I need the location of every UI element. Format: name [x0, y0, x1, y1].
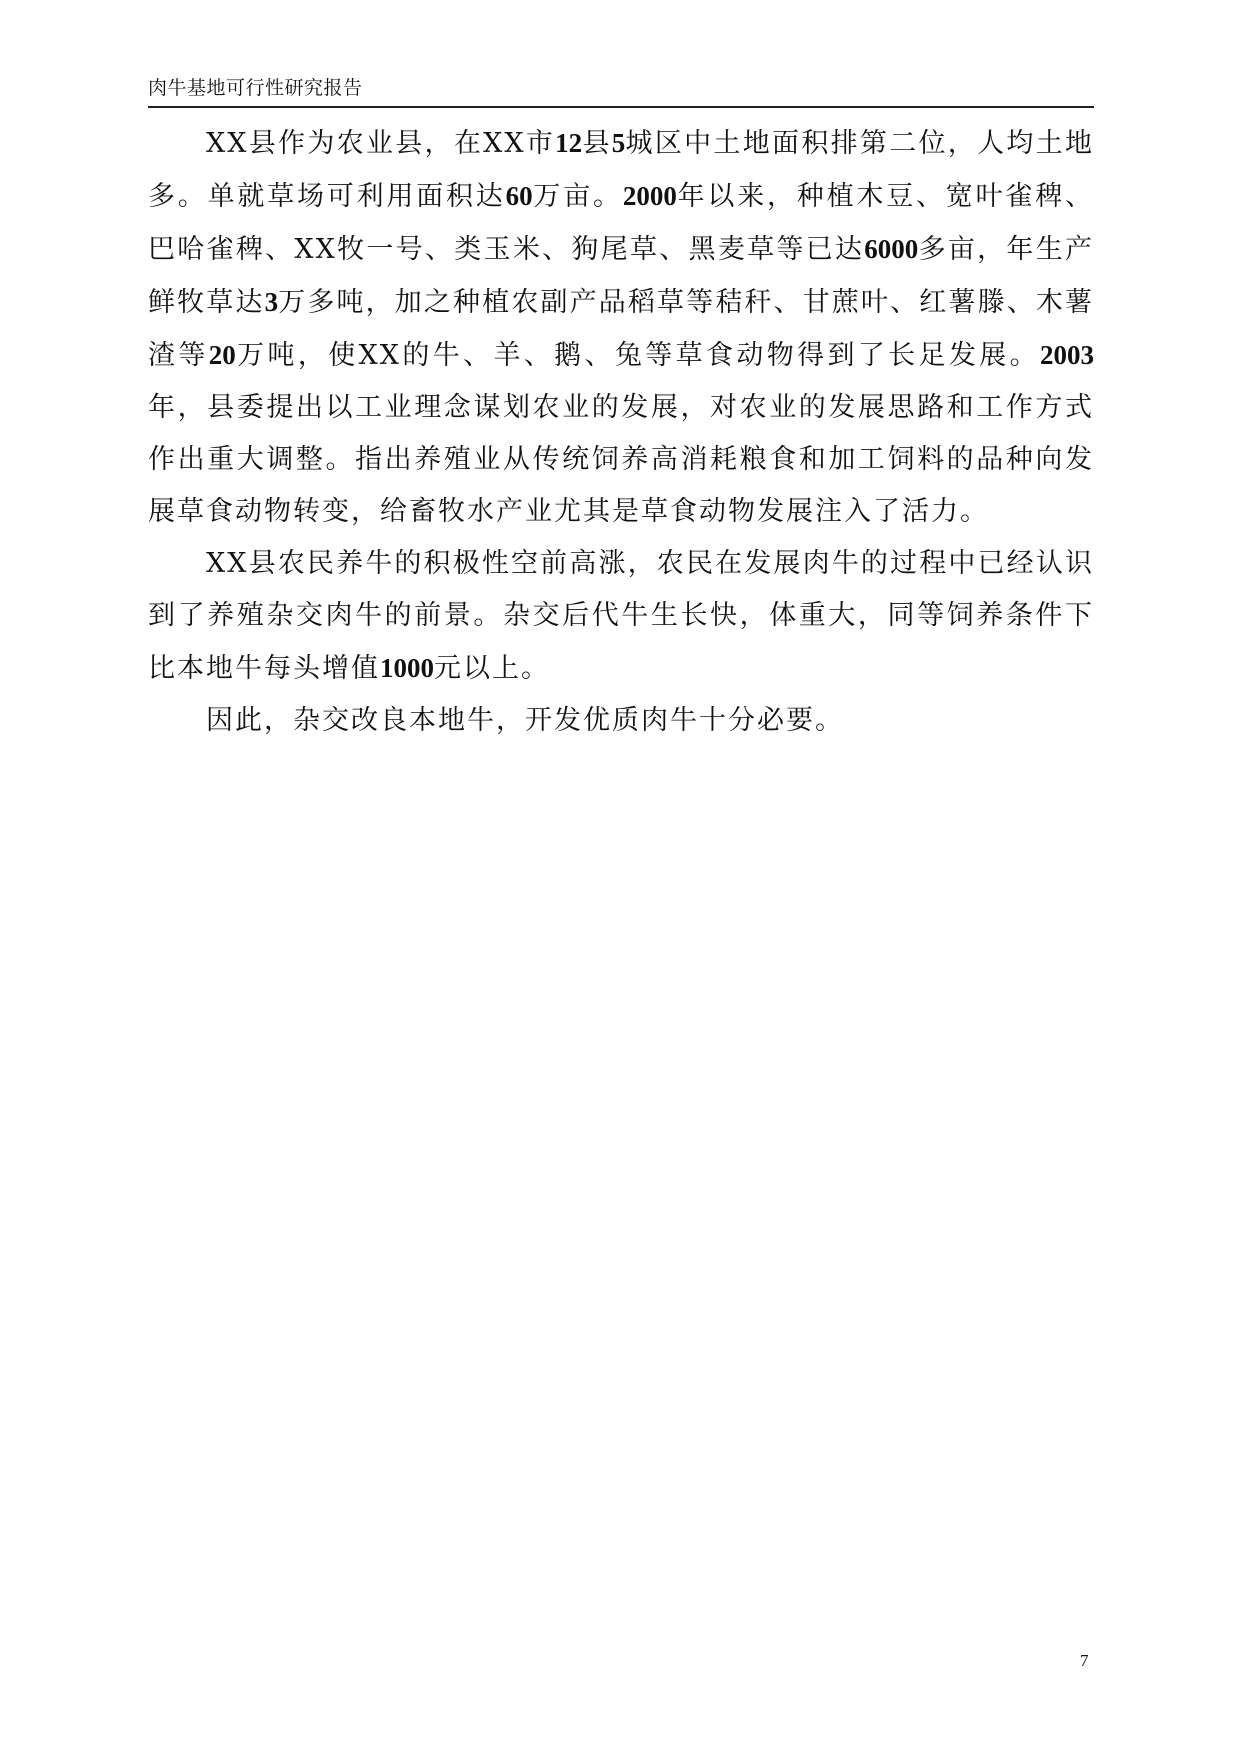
page-number: 7 [1080, 1651, 1089, 1670]
text-segment: 年，县委提出以工业理念谋划农业的发展，对农业的发展思路和工作方式作出重大调整。指出养殖业从传统饲养高消耗粮食和加工饲料的品种向发展草食动物转变，给畜牧水产业尤其是草食动物发展注入了活力。 [148, 392, 1094, 527]
body-text [148, 117, 1094, 747]
bold-number: 3 [264, 287, 279, 317]
page-header [148, 72, 1094, 108]
text-segment: 因此，杂交改良本地牛，开发优质肉牛十分必要。 [206, 705, 844, 736]
text-segment: 县 [582, 128, 612, 159]
text-segment: XX县农民养牛的积极性空前高涨，农民在发展肉牛的过程中已经认识到了养殖杂交肉牛的前景。杂交后代牛生长快，体重大，同等饲养条件下比本地牛每头增值 [148, 548, 1094, 684]
bold-number: 6000 [864, 234, 919, 264]
text-segment: 万吨，使XX的牛、羊、鹅、兔等草食动物得到了长足发展。 [235, 340, 1040, 371]
bold-number: 5 [611, 128, 626, 158]
bold-number: 60 [505, 181, 533, 211]
text-segment: 多亩，年生产鲜牧草达 [148, 234, 1094, 318]
bold-number: 2003 [1040, 340, 1094, 370]
bold-number: 20 [208, 340, 236, 370]
paragraph-2 [148, 538, 1094, 695]
text-segment: 万多吨，加之种植农副产品稻草等秸秆、甘蔗叶、红薯滕、木薯渣等 [148, 287, 1094, 371]
paragraph-1 [148, 117, 1094, 538]
bold-number: 2000 [622, 181, 677, 211]
bold-number: 12 [555, 128, 583, 158]
bold-number: 1000 [380, 653, 434, 683]
header-title: 肉牛基地可行性研究报告 [148, 77, 363, 99]
text-segment: 城区中土地面积排第二位，人均土地多。单就草场可利用面积达 [148, 128, 1094, 212]
text-segment: 年以来，种植木豆、宽叶雀稗、巴哈雀稗、XX牧一号、类玉米、狗尾草、黑麦草等已达 [148, 181, 1095, 265]
paragraph-3 [148, 695, 1094, 747]
text-segment: 元以上。 [434, 653, 550, 684]
text-segment: XX县作为农业县，在XX市 [206, 128, 556, 159]
text-segment: 万亩。 [532, 181, 623, 212]
